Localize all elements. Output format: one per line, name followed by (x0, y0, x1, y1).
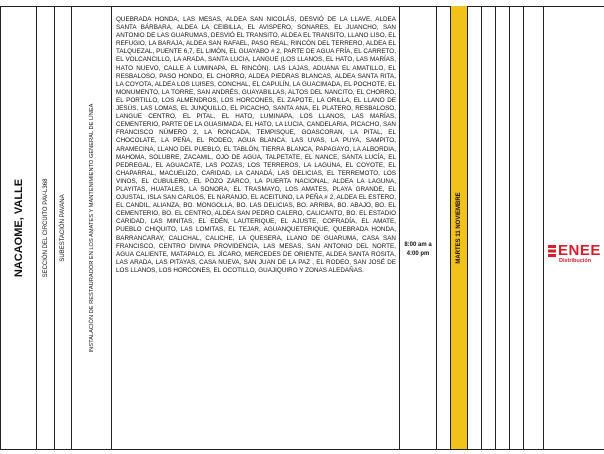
work-cell (72, 6, 112, 449)
time-cell (400, 6, 437, 449)
empty-column (496, 6, 510, 449)
empty-column (524, 6, 544, 449)
substation-cell (55, 6, 72, 449)
empty-column (482, 6, 496, 449)
affected-areas-text: QUEBRADA HONDA, LAS MESAS, ALDEA SAN NICOLÁS, DESVIÓ DE LA LLAVE, ALDEA SANTA BÁRBARA, ALDEA LA CEIBILLA, EL AVISPERO, SONARES, EL JUANCHO, SAN ANTONIO DE LAS GUARUMAS, DESVIÓ EL TRANSITO, ALDEA EL TRANSITO, LLANO LISO, EL REFUGIO, LA BARAJA, ALDEA SAN RAFAEL, PASO REAL, RINCÓN DEL TERRERO, ALDEA EL TALQUEZAL, PUENTE 6,7, EL LIMÓN, EL GUAYABO # 2, PARTE DE AGUA FRÍA, EL CARRETO, EL VOLCANCILLO, LA ARADA, SANTA LUCIA, LANGUE (LOS LLANOS, EL HATO, LAS MARÍAS, HATO NUEVO, CALLE A LUMINAPA, EL RINCÓN). LAS LAJAS, ADUANA EL AMATILLO, EL RESBALOSO, PASO HONDO, EL CHORRO, ALDEA PIEDRAS BLANCAS, ALDEA SANTA RITA, LA COYOTA, ALDEA LOS LUISES, CONCHAL, EL CAPULÍN, LA GUACIMADA, EL POCHOTE, EL MONUMENTO, LA TORRE, SAN ANDRÉS, GUAYABILLAS, ALTOS DEL NANCITO, EL CHORRO, EL PORTILLO, LOS ALMENDROS, LOS HORCONES, EL ZAPOTE, LA ORILLA, EL LLANO DE JESÚS, LAS LOMAS, EL JUNQUILLO, EL PICACHO, SANTA ANA, EL PLATERO, RESBALOSO, LANGUE CENTRO, EL PITAL, EL HATO, LUMINAPA, LOS LLANOS, LAS MARÍAS, CEMENTERIO, PARTE DE LA GUASIMADA, EL HATO, LA LUCIA, CANDELARIA, PICACHO, SAN FRANCISCO NÚMERO 2, LA RONCADA, TEMPISQUE, GOASCORAN, LA PITAL, EL CHOCOLATE, LA PEÑA, EL RODEO, AGUA BLANCA, LAS UVAS, LA PUYA, SAMPITO, ARAMECINA, LLANO DEL PUEBLO, EL TABLÓN, TIERRA BLANCA, PAPAGAYO, LA ALBORDIA, MAHOMA, SOLUBRE, ZACAMIL, OJO DE AGUA, TALPETATE, EL NANCE, SANTA LUCÍA, EL PEDREGAL, EL AGUACATE, LAS POZAS, LOS TERREROS, LA LAGUNA, EL COYOTE, EL CHAPARRAL, MACUELIZO, CARIDAD, LA CANADÁ, LAS DELICIAS, EL TERREMOTO, LOS VINOS, EL CUBULERO, EL POZO ZARCO, LA PUERTA NACIONAL, ALDEA LA LAGUNA, PLAYITAS, HUATALES, LA SONORA, EL TRASMAYO, LOS AMATES, PLAYA GRANDE, EL OJUSTAL, ISLA SAN CARLOS, EL NARANJO, EL ACEITUNO, LA PEÑA # 2, ALDEA EL ESTERO, EL CANDIL, ALIANZA, BO. MONGOLLA, BO. LAS DELICIAS, BO. ARRIBA, BO. ABAJO, BO. EL CEMENTERIO, BO. EL CENTRO, ALDEA SAN PEDRO CALERO, CALICANTO, BO. EL ESTADIO CARIDAD, LAS MINITAS, EL EDÉN, LAUTERIQUE, EL AJUSTE, COFRADÍA, EL AMATE, PUEBLO CHIQUITO, LAS LOMITAS, EL TEJAR, AGUANQUETERIQUE, QUEBRADA HONDA, BARRANCARAY, CALICHAL, CALICHE, LA QUESERA, LLANO DE GUARUMA, CASA SAN FRANCISCO, CENTRO DIVINA PROVIDENCIA, LAS MESAS, SAN ANTONIO DEL NORTE, AGUA CALIENTE, MATAPALO, EL JÍCARO, MERCEDES DE ORIENTE, ALDEA SANTA ROSITA, LAS ARADA, LAS PITAYAS, CASA NUEVA, SAN JUAN DE LA PAZ , EL RODEO, SAN JOSÉ DE LOS LLANOS, LOS HORCONES, EL OCOTILLO, GUAJIQUIRO Y ZONAS ALEDAÑAS. (116, 16, 396, 274)
time-start: 8:00 am a (404, 242, 432, 248)
work-label: INSTALACIÓN DE RESTAURADOR EN LOS AMATES Y MANTENIMIENTO GENERAL DE LÍNEA (88, 103, 95, 352)
time-end: 4:00 pm (406, 251, 430, 257)
enee-logo-subtitle: Distribución (559, 258, 592, 264)
enee-logo-text: ENEE (558, 242, 601, 259)
row-bottom-border (0, 449, 604, 450)
enee-logo-mark-icon (548, 245, 556, 257)
empty-column (437, 6, 451, 449)
date-label: MARTES 11 NOVIEMBRE (456, 191, 462, 264)
empty-column (468, 6, 482, 449)
time-range (400, 241, 436, 259)
date-cell (451, 6, 468, 449)
circuit-label: SECCIÓN DEL CIRCUITO PAV-L368 (42, 178, 49, 277)
department-cell (0, 6, 37, 449)
empty-column (510, 6, 524, 449)
substation-label: SUBESTACIÓN PAVANA (60, 193, 66, 262)
circuit-cell (37, 6, 55, 449)
enee-logo (548, 244, 604, 266)
department-label: NACAOME, VALLE (12, 178, 25, 277)
